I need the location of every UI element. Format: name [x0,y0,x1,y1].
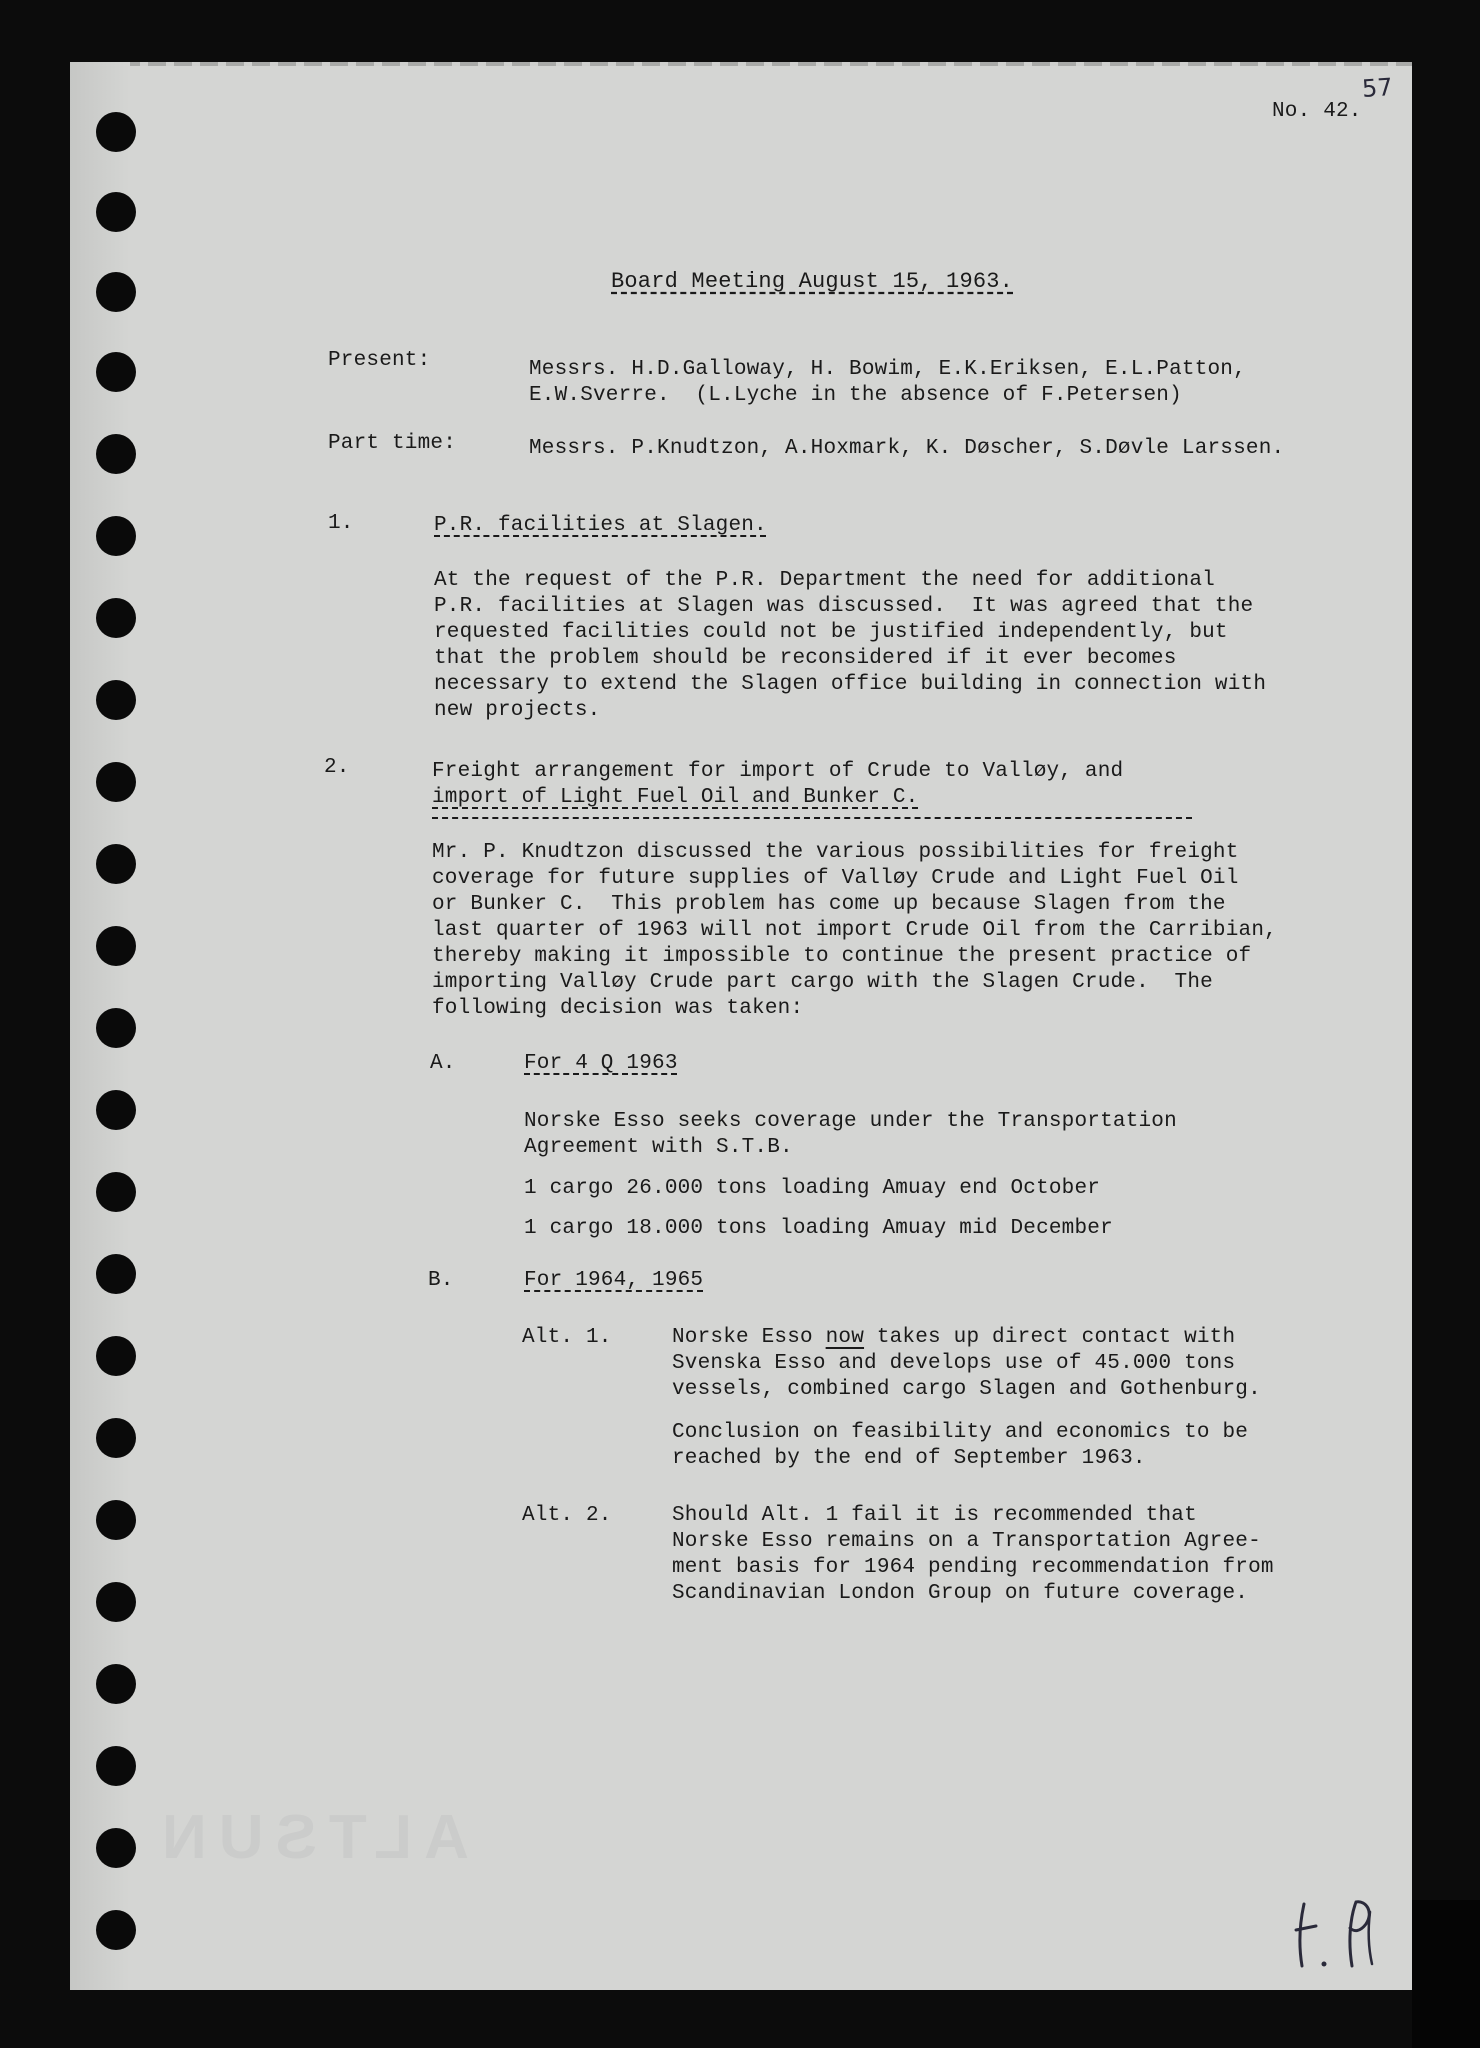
present-label: Present: [328,349,431,372]
binder-hole-icon [96,926,136,966]
paragraph-line: At the request of the P.R. Department the need for additional [434,569,1215,592]
paragraph-line: Agreement with S.T.B. [524,1136,793,1159]
handwritten-folio: 57 [1361,72,1394,104]
item-number: 2. [324,756,350,779]
paragraph-line: P.R. facilities at Slagen was discussed. It was agreed that the [434,595,1254,618]
binder-hole-icon [96,1254,136,1294]
alternative-label: Alt. 1. [522,1326,612,1349]
subitem-letter: B. [428,1269,454,1292]
item-heading-line2: import of Light Fuel Oil and Bunker C. [432,786,919,809]
paragraph-line: Conclusion on feasibility and economics to be [672,1421,1249,1444]
binder-hole-icon [96,1418,136,1458]
paragraph-line: that the problem should be reconsidered if it ever becomes [434,647,1177,670]
present-names-line2: E.W.Sverre. (L.Lyche in the absence of F.Petersen) [529,384,1182,407]
paragraph-line: Svenska Esso and develops use of 45.000 tons [672,1352,1236,1375]
binder-hole-icon [96,762,136,802]
faded-stamp-marking: ALTSUN [150,1803,469,1872]
paragraph-line: Norske Esso remains on a Transportation Agree- [672,1530,1261,1553]
subitem-heading: For 1964, 1965 [524,1269,704,1292]
binder-hole-icon [96,844,136,884]
binder-hole-icon [96,1582,136,1622]
paragraph-line: necessary to extend the Slagen office building in connection with [434,673,1267,696]
alternative-label: Alt. 2. [522,1504,612,1527]
item-heading-line1: Freight arrangement for import of Crude to Valløy, and [432,760,1124,783]
cargo-line: 1 cargo 18.000 tons loading Amuay mid December [524,1217,1113,1240]
paragraph-line: Norske Esso seeks coverage under the Transportation [524,1110,1177,1133]
part-time-label: Part time: [328,432,457,455]
text-run: takes up direct contact with [864,1326,1236,1349]
binder-hole-icon [96,1008,136,1048]
paragraph-line: requested facilities could not be justified independently, but [434,621,1228,644]
paragraph-line: new projects. [434,699,601,722]
cargo-line: 1 cargo 26.000 tons loading Amuay end October [524,1177,1101,1200]
heading-rule [432,817,1192,819]
part-time-names: Messrs. P.Knudtzon, A.Hoxmark, K. Døscher, S.Døvle Larssen. [529,437,1285,460]
paragraph-line: last quarter of 1963 will not import Crude Oil from the Carribian, [432,919,1277,942]
document-page [70,62,1412,1990]
document-number: No. 42. [1272,100,1362,123]
paragraph-line [672,1324,1235,1351]
binder-hole-icon [96,1172,136,1212]
paragraph-line: coverage for future supplies of Valløy Crude and Light Fuel Oil [432,867,1239,890]
subitem-letter: A. [430,1052,456,1075]
paragraph-line: thereby making it impossible to continue the present practice of [432,945,1252,968]
item-number: 1. [328,512,354,535]
paragraph-line: Mr. P. Knudtzon discussed the various possibilities for freight [432,841,1239,864]
emphasis-now: now [825,1326,865,1349]
binder-hole-icon [96,192,136,232]
subitem-heading: For 4 Q 1963 [524,1052,678,1075]
binder-hole-icon [96,1336,136,1376]
paragraph-line: or Bunker C. This problem has come up because Slagen from the [432,893,1226,916]
binder-hole-icon [96,598,136,638]
paragraph-line: following decision was taken: [432,997,804,1020]
text-run: Norske Esso [672,1326,826,1349]
binder-hole-icon [96,352,136,392]
paragraph-line: vessels, combined cargo Slagen and Gothenburg. [672,1378,1261,1401]
handwritten-initials [1282,1894,1402,1974]
binder-hole-icon [96,1500,136,1540]
binder-hole-icon [96,272,136,312]
paragraph-line: reached by the end of September 1963. [672,1447,1146,1470]
binder-hole-icon [96,680,136,720]
paragraph-line: Scandinavian London Group on future coverage. [672,1582,1249,1605]
torn-top-edge [70,62,1412,66]
binder-hole-icon [96,1664,136,1704]
binder-hole-icon [96,434,136,474]
paragraph-line: Should Alt. 1 fail it is recommended that [672,1504,1197,1527]
binder-hole-icon [96,112,136,152]
present-names-line1: Messrs. H.D.Galloway, H. Bowim, E.K.Eriksen, E.L.Patton, [529,358,1246,381]
paragraph-line: ment basis for 1964 pending recommendation from [672,1556,1274,1579]
binder-hole-icon [96,516,136,556]
scan-edge [1412,1900,1480,2048]
binder-hole-icon [96,1828,136,1868]
binder-hole-icon [96,1090,136,1130]
item-heading: P.R. facilities at Slagen. [434,514,767,537]
meeting-title: Board Meeting August 15, 1963. [611,269,1014,294]
binder-hole-icon [96,1746,136,1786]
binder-hole-icon [96,1910,136,1950]
paragraph-line: importing Valløy Crude part cargo with the Slagen Crude. The [432,971,1213,994]
